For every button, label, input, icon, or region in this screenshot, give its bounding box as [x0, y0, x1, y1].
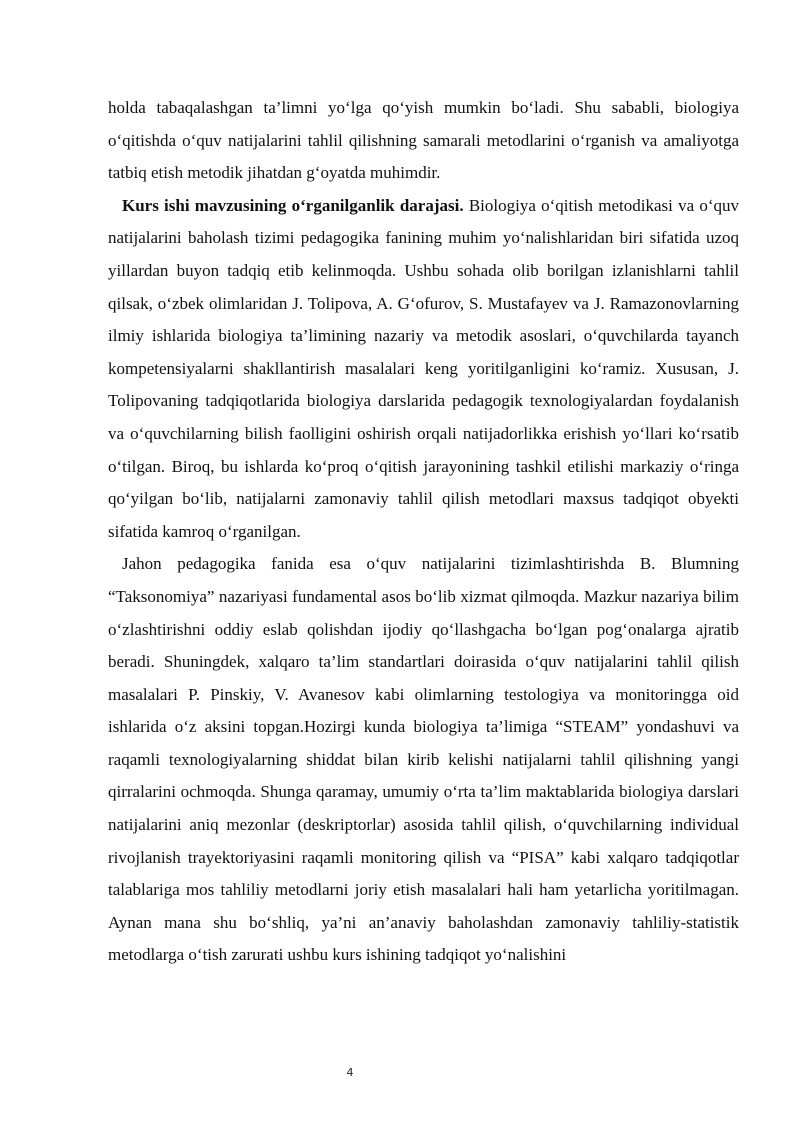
paragraph-2: [108, 190, 739, 549]
paragraph-2-text: Biologiya o‘qitish metodikasi va o‘quv natijalarini baholash tizimi pedagogika fanining muhim yo‘nalishlaridan biri sifatida uzoq yillardan buyon tadqiq etib kelinmoqda. Ushbu sohada olib borilgan izlanishlarni tahlil qilsak, o‘zbek olimlaridan J. Tolipova, A. G‘ofurov, S. Mustafayev va J. Ramazonovlarning ilmiy ishlarida biologiya ta’limining nazariy va metodik asoslari, o‘quvchilarda tayanch kompetensiyalarni shakllantirish masalalari keng yoritilganligini ko‘ramiz. Xususan, J. Tolipovaning tadqiqotlarida biologiya darslarida pedagogik texnologiyalardan foydalanish va o‘quvchilarning bilish faolligini oshirish orqali natijadorlikka erishish yo‘llari ko‘rsatib o‘tilgan. Biroq, bu ishlarda ko‘proq o‘qitish jarayonining tashkil etilishi markaziy o‘ringa qo‘yilgan bo‘lib, natijalarni zamonaviy tahlil qilish metodlari maxsus tadqiqot obyekti sifatida kamroq o‘rganilgan.: [108, 195, 740, 541]
paragraph-1-text: holda tabaqalashgan ta’limni yo‘lga qo‘yish mumkin bo‘ladi. Shu sababli, biologiya o‘qitishda o‘quv natijalarini tahlil qilishning samarali metodlarini o‘rganish va amaliyotga tatbiq etish metodik jihatdan g‘oyatda muhimdir.: [108, 98, 739, 183]
document-body: [108, 92, 739, 972]
paragraph-3: [108, 548, 739, 972]
section-heading-research-level: Kurs ishi mavzusining o‘rganilganlik darajasi.: [122, 195, 464, 215]
paragraph-3-text: Jahon pedagogika fanida esa o‘quv natijalarini tizimlashtirishda B. Blumning “Taksonomiya” nazariyasi fundamental asos bo‘lib xizmat qilmoqda. Mazkur nazariya bilim o‘zlashtirishni oddiy eslab qolishdan ijodiy qo‘llashgacha bo‘lgan pog‘onalarga ajratib beradi. Shuningdek, xalqaro ta’lim standartlari doirasida o‘quv natijalarini tahlil qilish masalalari P. Pinskiy, V. Avanesov kabi olimlarning testologiya va monitoringga oid ishlarida o‘z aksini topgan.Hozirgi kunda biologiya ta’limiga “STEAM” yondashuvi va raqamli texnologiyalarning shiddat bilan kirib kelishi natijalarni tahlil qilishning yangi qirralarini ochmoqda. Shunga qaramay, umumiy o‘rta ta’lim maktablarida biologiya darslari natijalarini aniq mezonlar (deskriptorlar) asosida tahlil qilish, o‘quvchilarning individual rivojlanish trayektoriyasini raqamli monitoring qilish va “PISA” kabi xalqaro tadqiqotlar talablariga mos tahliliy metodlarni joriy etish masalalari hali ham yetarlicha yoritilmagan. Aynan mana shu bo‘shliq, ya’ni an’anaviy baholashdan zamonaviy tahliliy-statistik metodlarga o‘tish zarurati ushbu kurs ishining tadqiqot yo‘nalishini: [108, 554, 739, 965]
paragraph-1: [108, 92, 739, 190]
page-number: 4: [346, 1066, 354, 1079]
